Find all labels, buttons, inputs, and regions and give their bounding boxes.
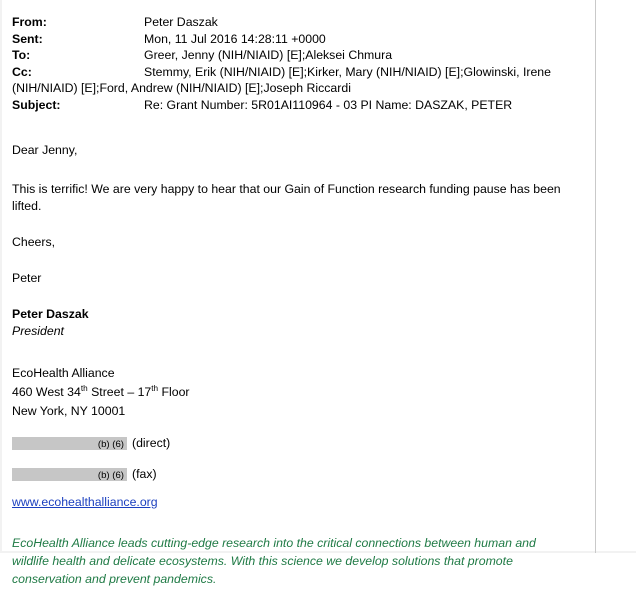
body-paragraph: This is terrific! We are very happy to hear that our Gain of Function research funding pause has been lifted. [12, 181, 561, 213]
email-content [12, 14, 582, 600]
header-value-subject: Re: Grant Number: 5R01AI110964 - 03 PI Name: DASZAK, PETER [144, 97, 513, 112]
redaction-exemption-label-fax: (b) (6) [97, 469, 124, 481]
address-ordinal-2: th [151, 383, 159, 393]
header-label-cc: Cc: [12, 64, 32, 79]
email-header-block [12, 14, 582, 114]
page-left-edge [0, 0, 2, 553]
redaction-box-fax [12, 468, 127, 481]
address-part-2: Street – 17 [87, 384, 152, 399]
header-label-subject: Subject: [12, 97, 61, 112]
signature-city-state-zip: New York, NY 10001 [12, 403, 126, 418]
email-signature [12, 306, 582, 588]
header-row-subject [12, 97, 582, 114]
signature-title: President [12, 323, 64, 338]
address-part-3: Floor [158, 384, 190, 399]
redaction-exemption-label-direct: (b) (6) [97, 438, 124, 450]
signature-name: Peter Daszak [12, 306, 89, 321]
header-value-sent: Mon, 11 Jul 2016 14:28:11 +0000 [144, 31, 326, 46]
redaction-box-direct [12, 437, 127, 450]
header-label-to: To: [12, 48, 31, 63]
redaction-note-fax: (fax) [132, 466, 157, 481]
header-value-from: Peter Daszak [144, 15, 218, 29]
header-value-to: Greer, Jenny (NIH/NIAID) [E];Aleksei Chmura [144, 48, 393, 63]
address-part-1: 460 West 34 [12, 384, 81, 399]
header-row-sent [12, 31, 582, 48]
body-signoff-name: Peter [12, 270, 42, 285]
body-closing: Cheers, [12, 234, 56, 249]
signature-organization: EcoHealth Alliance [12, 365, 115, 380]
header-label-sent: Sent: [12, 31, 43, 46]
redacted-phone-direct-row [12, 435, 582, 452]
address-ordinal-1: th [80, 383, 88, 393]
header-label-from: From: [12, 15, 47, 29]
header-row-to [12, 47, 582, 64]
redaction-note-direct: (direct) [132, 435, 171, 450]
header-row-cc [12, 64, 582, 81]
page-right-rule [595, 0, 596, 553]
header-value-cc-continued: (NIH/NIAID) [E];Ford, Andrew (NIH/NIAID) [E];Joseph Riccardi [12, 81, 351, 96]
signature-tagline: EcoHealth Alliance leads cutting-edge research into the critical connections between human and wildlife health and delicate ecosystems. With this science we develop solutions that promote conservation and prevent pandemics. [12, 535, 536, 586]
signature-street-address [12, 383, 582, 402]
body-greeting: Dear Jenny, [12, 142, 78, 157]
email-body [12, 142, 582, 588]
header-value-cc: Stemmy, Erik (NIH/NIAID) [E];Kirker, Mary (NIH/NIAID) [E];Glowinski, Irene [144, 64, 551, 79]
redacted-phone-fax-row [12, 466, 582, 483]
signature-website-link[interactable]: www.ecohealthalliance.org [12, 494, 158, 509]
header-row-from [12, 14, 582, 31]
